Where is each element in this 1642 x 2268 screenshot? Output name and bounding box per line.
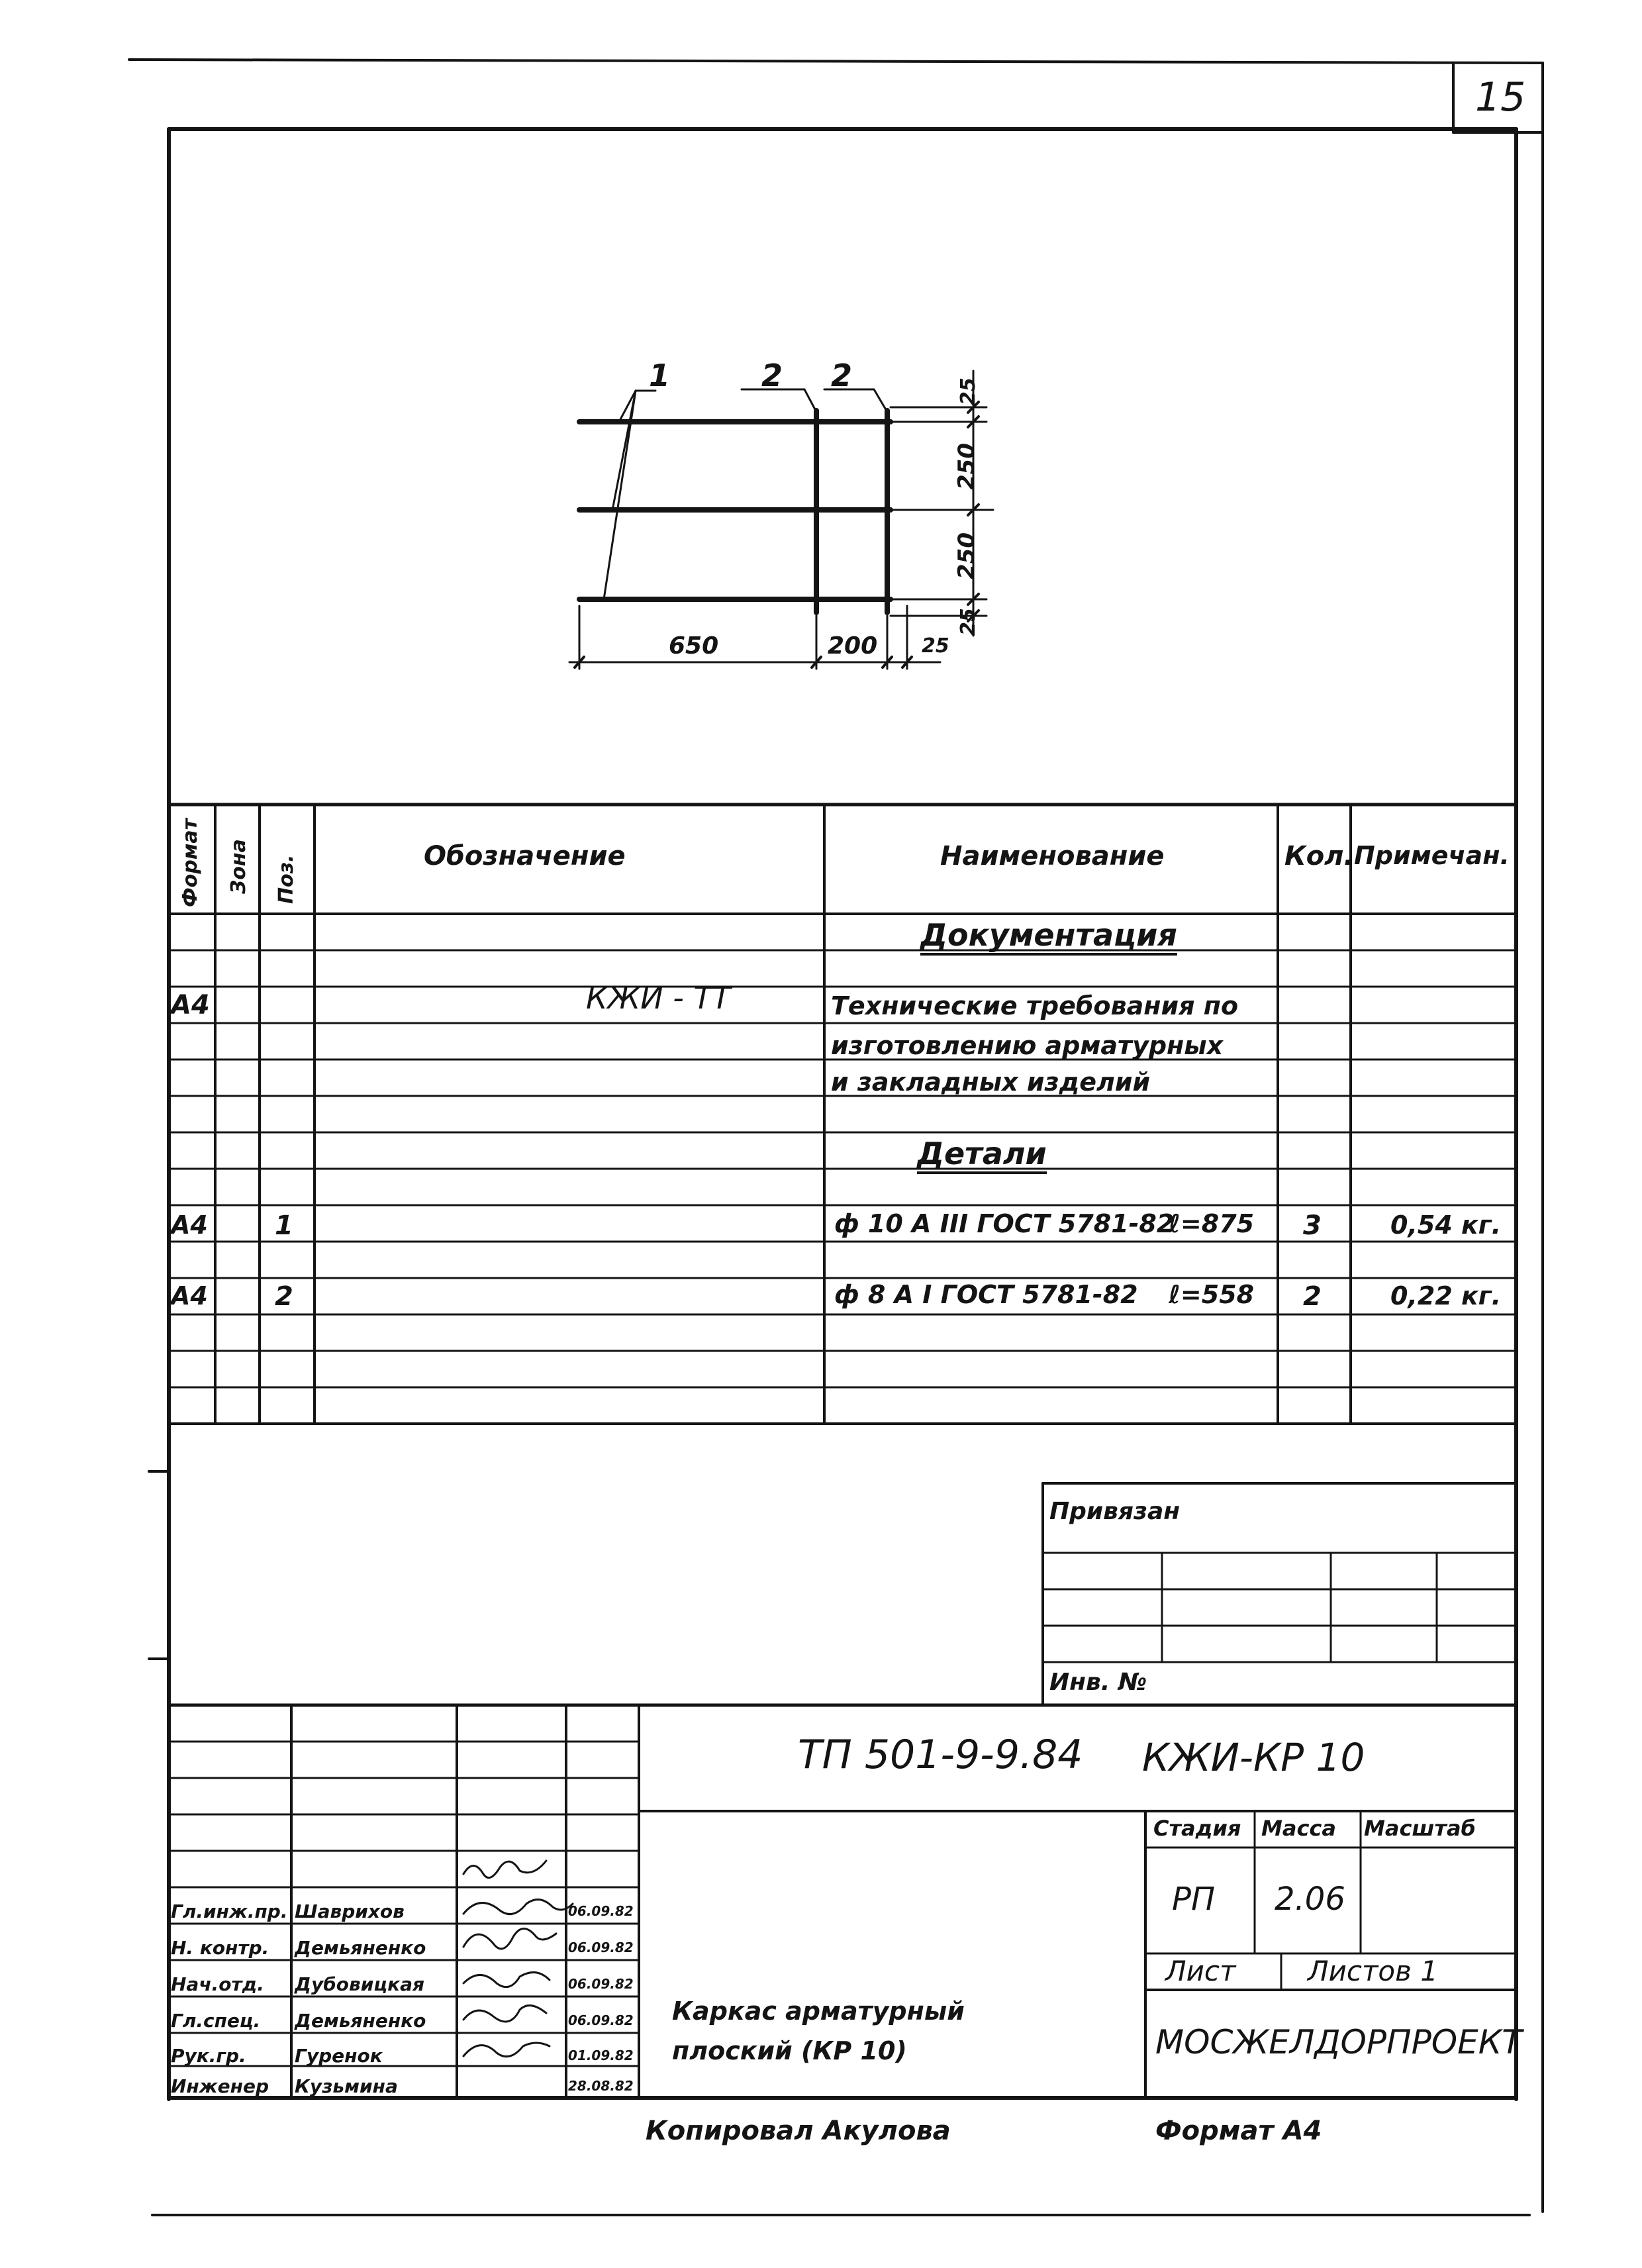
staff-name-6: Кузьмина — [295, 2075, 398, 2097]
row-2-note: 0,22 кг. — [1390, 1281, 1502, 1310]
dimension-25-bottom: 25 — [922, 634, 949, 658]
binding-title: Привязан — [1049, 1498, 1181, 1525]
staff-name-1: Шаврихов — [295, 1900, 405, 1922]
spec-table-grid — [169, 805, 1516, 1424]
row-1-name: ф 10 А III ГОСТ 5781-82 — [834, 1209, 1175, 1238]
section-details: Детали — [917, 1136, 1047, 1174]
doc-name-line-3: и закладных изделий — [831, 1067, 1151, 1097]
row-2-format: А4 — [171, 1281, 208, 1310]
dimension-200: 200 — [828, 632, 878, 660]
staff-date-1: 06.09.82 — [568, 1903, 634, 1919]
copied-by: Копировал Акулова — [646, 2116, 951, 2146]
scale-header: Масштаб — [1364, 1816, 1476, 1841]
staff-date-5: 01.09.82 — [568, 2047, 634, 2063]
staff-name-2: Демьяненко — [295, 1937, 426, 1959]
row-2-qty: 2 — [1303, 1281, 1322, 1312]
row-1-note: 0,54 кг. — [1390, 1210, 1502, 1240]
mass-header: Масса — [1261, 1816, 1336, 1841]
staff-name-3: Дубовицкая — [295, 1973, 424, 1995]
staff-date-2: 06.09.82 — [568, 1940, 634, 1955]
staff-date-6: 28.08.82 — [568, 2078, 634, 2094]
object-name-line-1: Каркас арматурный — [672, 1997, 965, 2026]
sheet-format: Формат А4 — [1155, 2116, 1322, 2146]
row-1-format: А4 — [171, 1210, 208, 1240]
section-documentation: Документация — [920, 917, 1177, 956]
mass-value: 2.06 — [1275, 1881, 1345, 1918]
staff-role-6: Инженер — [171, 2075, 269, 2097]
staff-name-4: Демьяненко — [295, 2010, 426, 2032]
sheets-count: Листов 1 — [1308, 1955, 1438, 1987]
dimension-25-lower: 25 — [957, 608, 980, 636]
doc-name-line-1: Технические требования по — [831, 991, 1239, 1020]
header-name: Наименование — [940, 841, 1165, 871]
row-1-qty: 3 — [1303, 1210, 1322, 1241]
rebar-cage-sketch — [569, 371, 993, 669]
row-2-length: ℓ=558 — [1169, 1280, 1255, 1309]
stage-header: Стадия — [1153, 1816, 1241, 1841]
inventory-number-label: Инв. № — [1049, 1669, 1147, 1696]
staff-date-3: 06.09.82 — [568, 1976, 634, 1992]
document-mark: КЖИ-КР 10 — [1142, 1735, 1365, 1780]
row-2-pos: 2 — [275, 1281, 293, 1312]
dimension-650: 650 — [669, 632, 719, 660]
organization-name: МОСЖЕЛДОРПРОЕКТ — [1155, 2023, 1522, 2061]
doc-format: А4 — [171, 990, 210, 1020]
dimension-250-lower: 250 — [953, 532, 980, 579]
header-pos: Поз. — [275, 854, 298, 904]
header-format: Формат — [179, 818, 202, 907]
header-designation: Обозначение — [424, 841, 626, 871]
object-name-line-2: плоский (КР 10) — [672, 2036, 907, 2065]
row-1-pos: 1 — [275, 1210, 293, 1241]
staff-role-5: Рук.гр. — [171, 2045, 246, 2067]
header-qty: Кол. — [1284, 841, 1354, 871]
staff-role-4: Гл.спец. — [171, 2010, 261, 2032]
callout-1: 1 — [649, 358, 671, 393]
dimension-25-top: 25 — [957, 377, 980, 405]
staff-role-3: Нач.отд. — [171, 1973, 264, 1995]
stage-value: РП — [1172, 1881, 1216, 1918]
staff-role-1: Гл.инж.пр. — [171, 1900, 288, 1922]
signatures — [463, 1861, 573, 2057]
document-code: ТП 501-9-9.84 — [798, 1732, 1083, 1778]
staff-date-4: 06.09.82 — [568, 2012, 634, 2028]
staff-name-5: Гуренок — [295, 2045, 383, 2067]
callout-2: 2 — [761, 358, 783, 393]
header-zone: Зона — [227, 839, 250, 894]
dimension-250-upper: 250 — [953, 443, 980, 490]
staff-role-2: Н. контр. — [171, 1937, 269, 1959]
sheet-label: Лист — [1165, 1955, 1236, 1987]
doc-name-line-2: изготовлению арматурных — [831, 1031, 1224, 1060]
header-note: Примечан. — [1354, 841, 1510, 870]
row-1-length: ℓ=875 — [1169, 1209, 1255, 1238]
page-number: 15 — [1475, 74, 1526, 121]
row-2-name: ф 8 А I ГОСТ 5781-82 — [834, 1280, 1138, 1309]
callout-2-second: 2 — [831, 358, 853, 393]
doc-designation: КЖИ - ТТ — [586, 980, 731, 1016]
